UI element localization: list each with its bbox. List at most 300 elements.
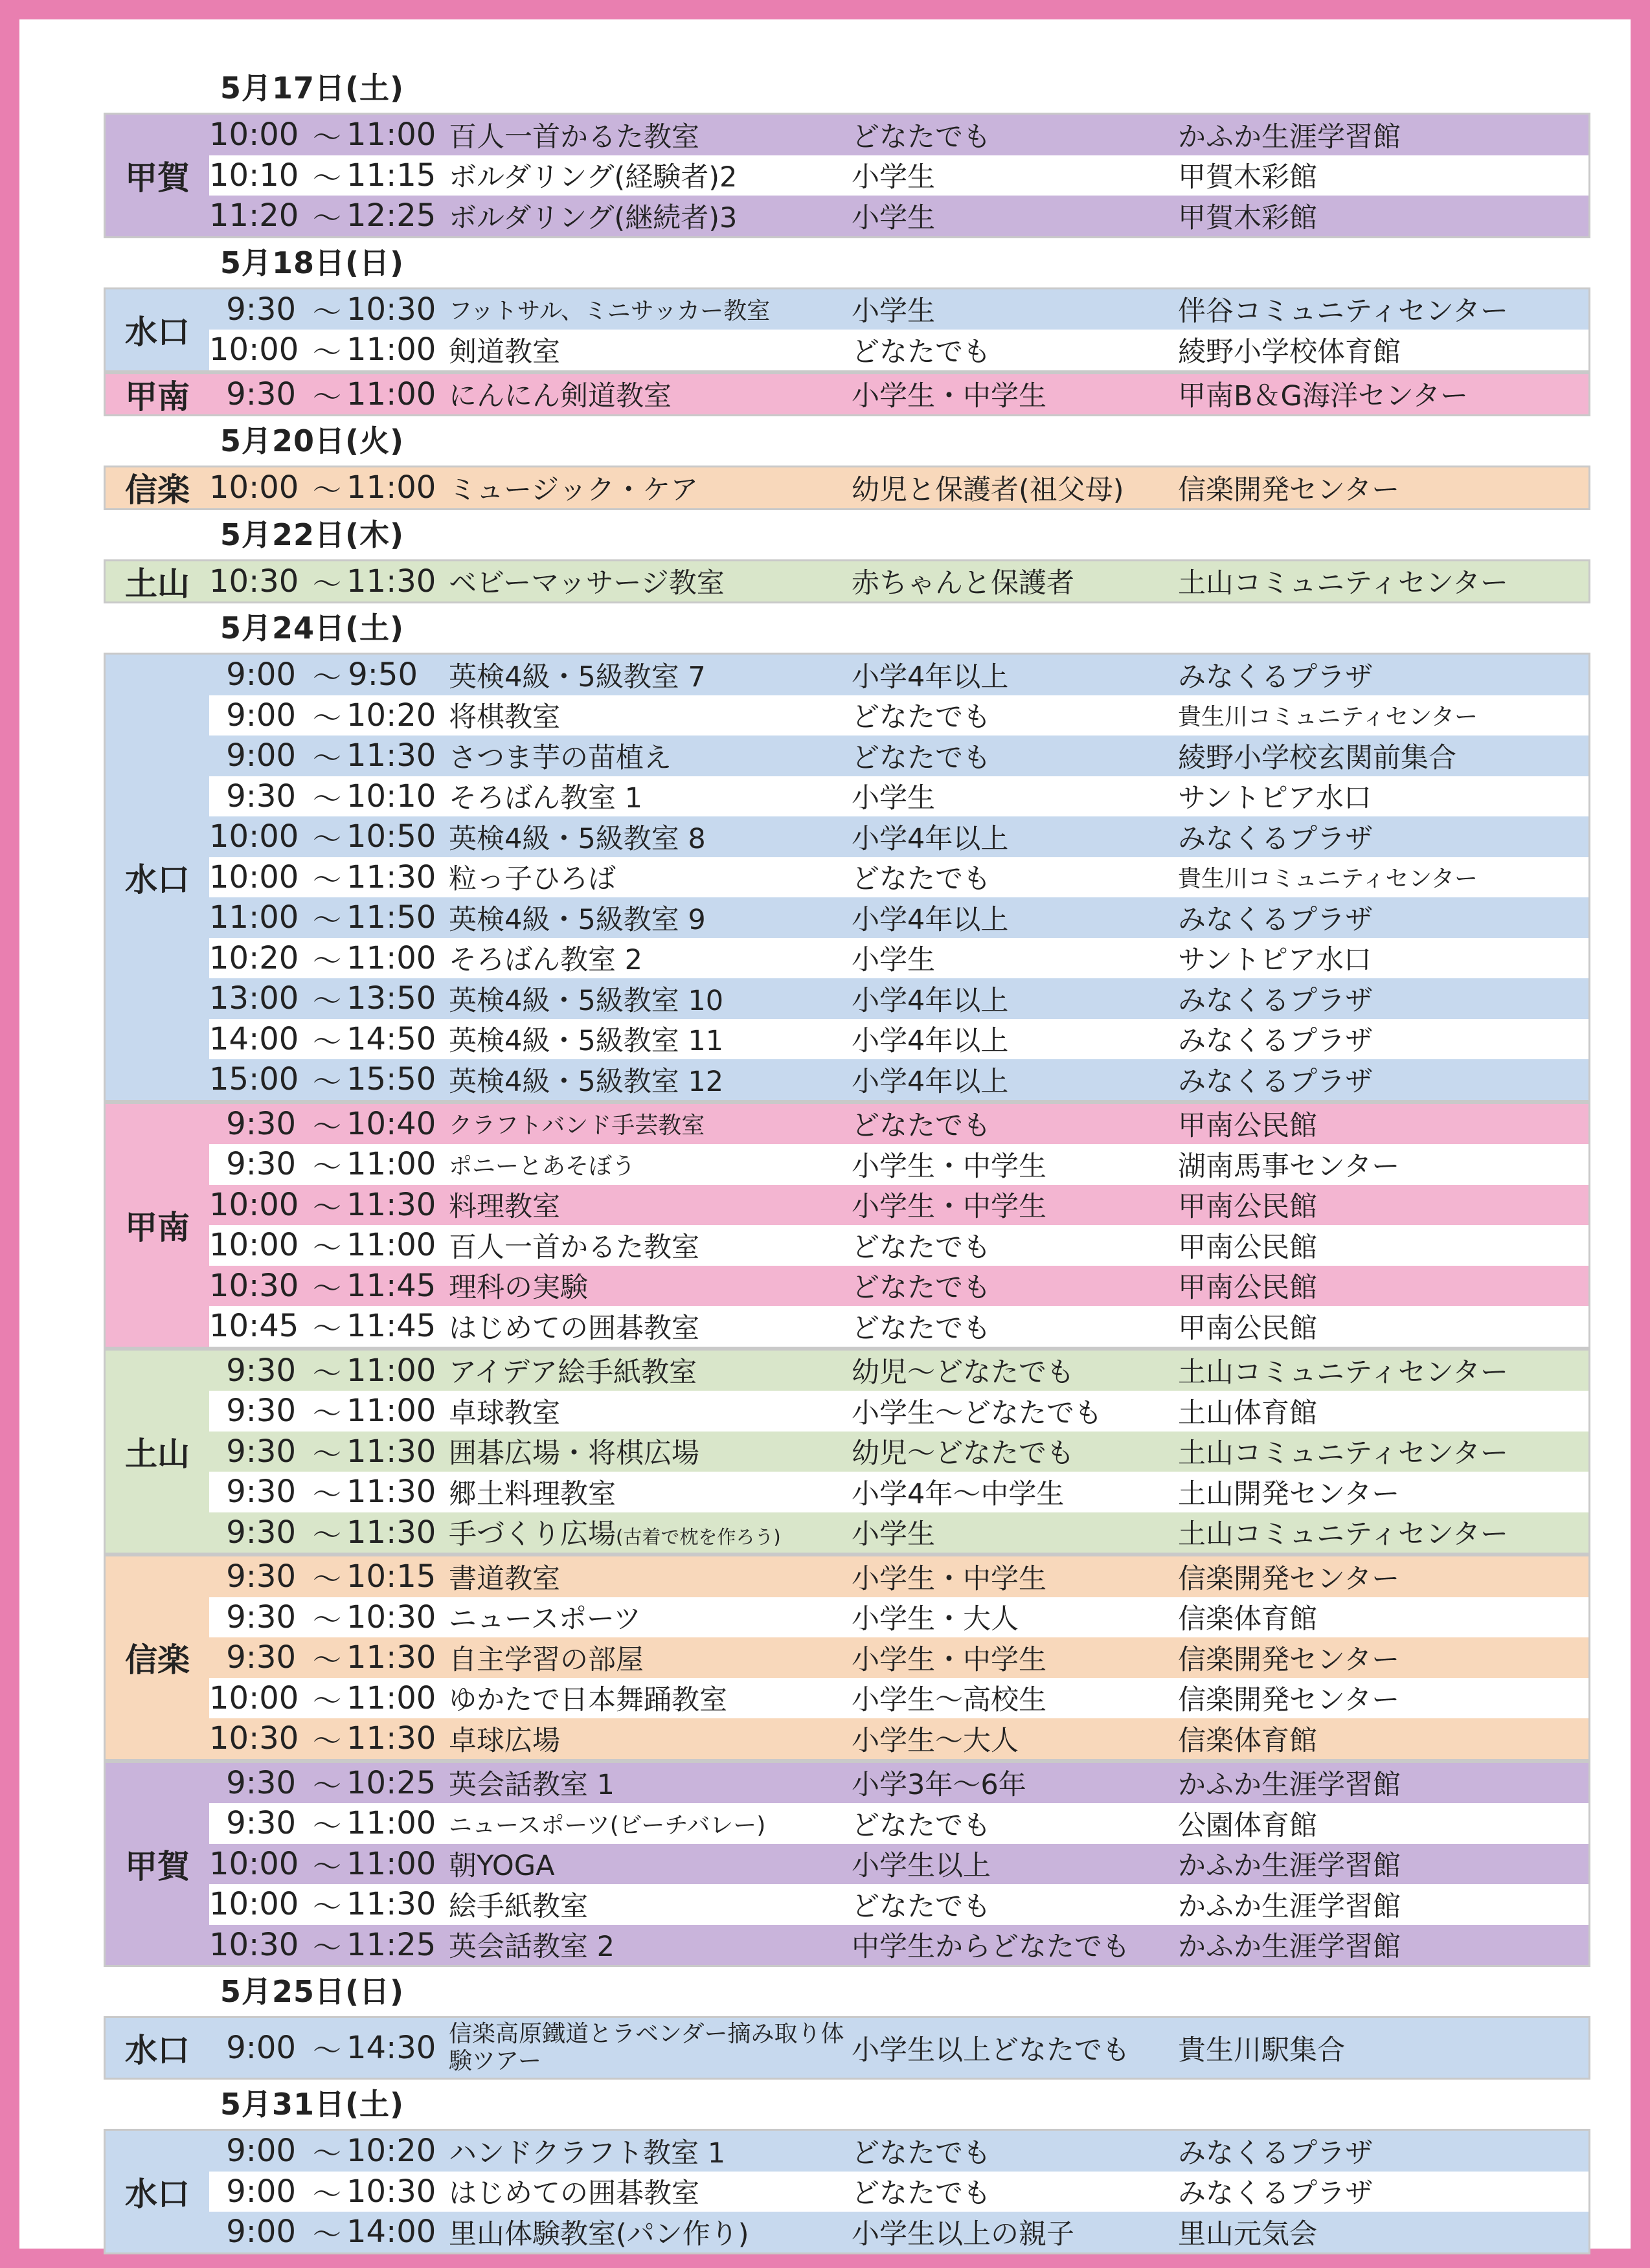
event-place: 甲南公民館 — [1178, 1231, 1317, 1264]
event-title — [437, 1557, 852, 1597]
event-title — [437, 1807, 852, 1840]
start-time: 10:00 — [209, 117, 299, 153]
date-heading: 5月18日(日) — [220, 245, 405, 280]
event-place: 甲南公民館 — [1178, 1110, 1317, 1143]
event-title — [437, 330, 852, 370]
start-time: 10:00 — [209, 331, 299, 368]
event-row — [209, 1432, 1588, 1472]
event-title — [437, 1266, 852, 1305]
time-separator: ～ — [313, 121, 341, 155]
event-title — [437, 293, 852, 326]
event-row — [209, 735, 1588, 776]
date-heading: 5月22日(木) — [220, 517, 405, 552]
event-target: 小学生 — [852, 161, 935, 194]
region-group — [104, 113, 1590, 238]
event-row — [209, 816, 1588, 857]
event-row — [209, 374, 1588, 415]
time-separator: ～ — [313, 904, 341, 938]
event-target: どなたでも — [852, 335, 991, 368]
event-row — [209, 1019, 1588, 1060]
event-place: みなくるプラザ — [1178, 1065, 1373, 1098]
event-title-text: 囲碁広場・将棋広場 — [449, 1437, 699, 1470]
event-row — [209, 1144, 1588, 1185]
event-target: 小学生・大人 — [852, 1603, 1019, 1636]
event-target: どなたでも — [852, 741, 991, 774]
end-time: 11:00 — [346, 1146, 436, 1183]
event-title — [437, 2021, 852, 2075]
region-label: 甲南 — [106, 1104, 209, 1347]
start-time: 10:00 — [209, 469, 299, 506]
event-target: 小学生以上 — [852, 1850, 991, 1883]
start-time: 9:30 — [226, 291, 296, 328]
event-row — [209, 1763, 1588, 1804]
region-label: 土山 — [106, 561, 209, 602]
event-row — [209, 1266, 1588, 1307]
end-time: 11:30 — [346, 1720, 436, 1757]
event-target: どなたでも — [852, 1890, 991, 1923]
event-row — [209, 655, 1588, 695]
date-heading: 5月31日(土) — [220, 2087, 405, 2122]
event-target: どなたでも — [852, 2177, 991, 2210]
event-row — [209, 1225, 1588, 1266]
event-row — [209, 695, 1588, 736]
event-row — [209, 289, 1588, 330]
event-row — [209, 1391, 1588, 1432]
event-title-text: 将棋教室 — [449, 701, 560, 734]
event-place: みなくるプラザ — [1178, 903, 1373, 936]
end-time: 12:25 — [346, 197, 436, 234]
event-place: 公園体育館 — [1178, 1809, 1317, 1842]
event-place: 綾野小学校玄関前集合 — [1178, 741, 1456, 774]
event-row — [209, 1844, 1588, 1885]
time-separator: ～ — [313, 1931, 341, 1964]
event-place: 土山コミュニティセンター — [1178, 1437, 1508, 1470]
event-row — [209, 2212, 1588, 2252]
time-separator: ～ — [313, 1437, 341, 1471]
event-place: 貴生川コミュニティセンター — [1178, 704, 1478, 731]
schedule — [104, 63, 1590, 2254]
event-row — [209, 1104, 1588, 1145]
event-row — [209, 857, 1588, 898]
event-place: かふか生涯学習館 — [1178, 1890, 1401, 1923]
end-time: 11:00 — [346, 331, 436, 368]
region-group — [104, 2016, 1590, 2080]
event-row — [209, 1472, 1588, 1512]
event-target: どなたでも — [852, 701, 991, 734]
event-target: 小学生以上の親子 — [852, 2217, 1074, 2251]
event-title-text: ミュージック・ケア — [449, 473, 699, 506]
start-time: 9:00 — [226, 2133, 296, 2170]
time-separator: ～ — [313, 1478, 341, 1512]
time-separator: ～ — [313, 1397, 341, 1431]
start-time: 10:00 — [209, 859, 299, 895]
event-title — [437, 468, 852, 508]
event-title — [437, 776, 852, 816]
time-separator: ～ — [313, 1891, 341, 1924]
end-time: 11:00 — [346, 469, 436, 506]
event-place: かふか生涯学習館 — [1178, 1931, 1401, 1964]
start-time: 10:30 — [209, 1267, 299, 1304]
end-time: 10:30 — [346, 1599, 436, 1635]
start-time: 9:30 — [226, 1599, 296, 1635]
event-title — [437, 1638, 852, 1678]
region-label: 甲南 — [106, 374, 209, 415]
date-heading: 5月24日(土) — [220, 611, 405, 646]
event-title — [437, 1019, 852, 1059]
end-time: 11:45 — [346, 1267, 436, 1304]
event-title — [437, 1472, 852, 1512]
event-target: 小学生・中学生 — [852, 1643, 1046, 1676]
start-time: 9:30 — [226, 1433, 296, 1470]
end-time: 11:15 — [346, 157, 436, 194]
event-place: みなくるプラザ — [1178, 822, 1373, 855]
end-time: 11:30 — [346, 563, 436, 600]
end-time: 11:30 — [346, 859, 436, 895]
time-separator: ～ — [313, 823, 341, 857]
start-time: 13:00 — [209, 980, 299, 1017]
event-title — [437, 1719, 852, 1758]
event-place: みなくるプラザ — [1178, 2137, 1373, 2170]
end-time: 10:10 — [346, 778, 436, 814]
event-target: 幼児～どなたでも — [852, 1437, 1074, 1470]
event-place: 信楽体育館 — [1178, 1724, 1317, 1757]
event-place: 信楽開発センター — [1178, 1562, 1400, 1595]
time-separator: ～ — [313, 1191, 341, 1224]
start-time: 10:30 — [209, 1720, 299, 1757]
event-row — [209, 155, 1588, 196]
event-title-text: 郷土料理教室 — [449, 1477, 616, 1510]
start-time: 9:00 — [226, 2214, 296, 2251]
event-title — [437, 1060, 852, 1099]
time-separator: ～ — [313, 944, 341, 978]
event-title — [437, 155, 852, 195]
event-row — [209, 1637, 1588, 1678]
end-time: 10:20 — [346, 697, 436, 734]
event-title-text: 朝YOGA — [449, 1850, 555, 1883]
region-label: 甲賀 — [106, 115, 209, 236]
end-time: 11:50 — [346, 899, 436, 936]
event-target: 小学生 — [852, 201, 935, 234]
event-row — [209, 938, 1588, 979]
event-title-text: 信楽高原鐵道とラベンダー摘み取り体験ツアー — [449, 2021, 844, 2074]
end-time: 15:50 — [346, 1061, 436, 1098]
event-title — [437, 1844, 852, 1883]
end-time: 9:50 — [348, 657, 418, 693]
time-separator: ～ — [313, 202, 341, 236]
time-separator: ～ — [313, 336, 341, 370]
start-time: 9:00 — [226, 2173, 296, 2210]
event-row — [209, 1884, 1588, 1925]
end-time: 11:30 — [346, 1514, 436, 1551]
event-row — [209, 1556, 1588, 1597]
event-target: どなたでも — [852, 2137, 991, 2170]
event-target: 小学生・中学生 — [852, 380, 1046, 413]
start-time: 10:00 — [209, 1679, 299, 1716]
event-target: 小学4年以上 — [852, 984, 1009, 1017]
event-place: 信楽体育館 — [1178, 1603, 1317, 1636]
time-separator: ～ — [313, 2137, 341, 2171]
end-time: 11:30 — [346, 1474, 436, 1510]
event-place: 綾野小学校体育館 — [1178, 335, 1401, 368]
event-title-text: 絵手紙教室 — [449, 1890, 588, 1923]
time-separator: ～ — [313, 1810, 341, 1843]
event-target: 中学生からどなたでも — [852, 1931, 1130, 1964]
start-time: 10:20 — [209, 939, 299, 976]
event-row — [209, 978, 1588, 1019]
event-target: 幼児～どなたでも — [852, 1356, 1074, 1389]
event-title — [437, 817, 852, 857]
event-title-text: ボルダリング(継続者)3 — [449, 201, 738, 234]
event-row — [209, 1059, 1588, 1100]
event-title-text: 百人一首かるた教室 — [449, 1231, 699, 1264]
end-time: 10:30 — [346, 2173, 436, 2210]
event-title-text: ベビーマッサージ教室 — [449, 567, 725, 600]
event-title-text: ゆかたで日本舞踊教室 — [449, 1684, 727, 1717]
event-place: 信楽開発センター — [1178, 1643, 1400, 1676]
event-row — [209, 1925, 1588, 1966]
event-target: 赤ちゃんと保護者 — [852, 567, 1074, 600]
event-title-note: (古着で枕を作ろう) — [616, 1526, 781, 1549]
time-separator: ～ — [313, 1312, 341, 1346]
time-separator: ～ — [313, 2034, 341, 2067]
start-time: 9:30 — [226, 1105, 296, 1142]
end-time: 11:30 — [346, 737, 436, 774]
event-title — [437, 898, 852, 938]
event-target: 小学4年以上 — [852, 903, 1009, 936]
event-title-text: 英検4級・5級教室 11 — [449, 1025, 724, 1058]
region-label: 信楽 — [106, 467, 209, 508]
event-title — [437, 1351, 852, 1390]
event-place: 土山コミュニティセンター — [1178, 1518, 1508, 1551]
region-label: 水口 — [106, 289, 209, 370]
start-time: 9:30 — [226, 1805, 296, 1842]
time-separator: ～ — [313, 1563, 341, 1597]
end-time: 11:00 — [346, 1805, 436, 1842]
end-time: 11:00 — [346, 1679, 436, 1716]
event-row — [209, 467, 1588, 508]
event-place: みなくるプラザ — [1178, 1025, 1373, 1058]
start-time: 10:30 — [209, 1926, 299, 1963]
region-label: 甲賀 — [106, 1763, 209, 1966]
time-separator: ～ — [313, 567, 341, 601]
start-time: 9:00 — [226, 657, 296, 693]
start-time: 10:10 — [209, 157, 299, 194]
start-time: 10:45 — [209, 1308, 299, 1345]
event-row — [209, 1306, 1588, 1347]
event-title — [437, 2212, 852, 2252]
region-group — [104, 1102, 1590, 1349]
time-separator: ～ — [313, 1110, 341, 1143]
end-time: 11:25 — [346, 1926, 436, 1963]
event-title — [437, 655, 852, 695]
event-target: どなたでも — [852, 1272, 991, 1305]
event-place: 貴生川駅集合 — [1178, 2034, 1345, 2067]
event-row — [209, 1185, 1588, 1226]
event-title-text: 英検4級・5級教室 8 — [449, 822, 706, 855]
region-group — [104, 466, 1590, 510]
time-separator: ～ — [313, 742, 341, 776]
event-target: 幼児と保護者(祖父母) — [852, 473, 1124, 506]
end-time: 14:30 — [346, 2030, 436, 2066]
event-target: 小学4年以上 — [852, 660, 1009, 693]
event-place: 甲南B＆G海洋センター — [1178, 380, 1469, 413]
start-time: 9:30 — [226, 1639, 296, 1676]
event-title-text: 理科の実験 — [449, 1272, 588, 1305]
region-group — [104, 287, 1590, 372]
event-target: 小学生・中学生 — [852, 1150, 1046, 1183]
event-row — [209, 2172, 1588, 2212]
event-target: 小学生 — [852, 1518, 935, 1551]
event-target: どなたでも — [852, 1231, 991, 1264]
event-place: みなくるプラザ — [1178, 984, 1373, 1017]
region-label: 水口 — [106, 2018, 209, 2078]
event-title — [437, 2172, 852, 2211]
start-time: 10:00 — [209, 818, 299, 855]
event-title — [437, 2131, 852, 2171]
time-separator: ～ — [313, 1151, 341, 1184]
event-title-text: ニュースポーツ — [449, 1603, 642, 1636]
event-title — [437, 938, 852, 978]
event-title — [437, 115, 852, 155]
event-place: みなくるプラザ — [1178, 2177, 1373, 2210]
region-label: 土山 — [106, 1351, 209, 1553]
event-row — [209, 1351, 1588, 1391]
time-separator: ～ — [313, 2218, 341, 2252]
event-target: 小学4年～中学生 — [852, 1477, 1065, 1510]
event-place: 伴谷コミュニティセンター — [1178, 295, 1508, 328]
event-title — [437, 1678, 852, 1718]
event-place: 甲南公民館 — [1178, 1272, 1317, 1305]
event-title — [437, 1148, 852, 1181]
time-separator: ～ — [313, 474, 341, 508]
time-separator: ～ — [313, 1066, 341, 1099]
start-time: 10:00 — [209, 1886, 299, 1923]
end-time: 10:30 — [346, 291, 436, 328]
event-title — [437, 374, 852, 414]
event-title-text: 自主学習の部屋 — [449, 1643, 644, 1676]
event-title — [437, 1432, 852, 1471]
event-title-text: 卓球広場 — [449, 1724, 560, 1757]
event-title-text: はじめての囲碁教室 — [449, 1312, 699, 1345]
end-time: 11:00 — [346, 117, 436, 153]
event-title — [437, 736, 852, 776]
time-separator: ～ — [313, 1725, 341, 1758]
region-group — [104, 2129, 1590, 2254]
event-title — [437, 1763, 852, 1802]
time-separator: ～ — [313, 1603, 341, 1637]
end-time: 11:30 — [346, 1186, 436, 1223]
region-label: 信楽 — [106, 1556, 209, 1759]
event-place: 甲賀木彩館 — [1178, 201, 1317, 234]
event-title-text: 料理教室 — [449, 1191, 560, 1224]
start-time: 9:30 — [226, 376, 296, 412]
event-title-text: はじめての囲碁教室 — [449, 2177, 699, 2210]
end-time: 10:40 — [346, 1105, 436, 1142]
time-separator: ～ — [313, 1356, 341, 1390]
end-time: 14:00 — [346, 2214, 436, 2251]
event-place: 貴生川コミュニティセンター — [1178, 866, 1478, 893]
end-time: 13:50 — [346, 980, 436, 1017]
end-time: 10:50 — [346, 818, 436, 855]
event-title — [437, 1885, 852, 1924]
end-time: 11:45 — [346, 1308, 436, 1345]
event-row — [209, 1803, 1588, 1844]
event-place: 土山コミュニティセンター — [1178, 1356, 1508, 1389]
event-title — [437, 1185, 852, 1224]
event-title-text: 英会話教室 1 — [449, 1769, 615, 1802]
event-title — [437, 1597, 852, 1637]
region-group — [104, 559, 1590, 604]
region-group — [104, 1349, 1590, 1555]
start-time: 9:30 — [226, 778, 296, 814]
start-time: 10:30 — [209, 563, 299, 600]
end-time: 11:30 — [346, 1639, 436, 1676]
event-row — [209, 1597, 1588, 1638]
event-place: サントピア水口 — [1178, 782, 1372, 815]
end-time: 11:00 — [346, 1352, 436, 1389]
event-row — [209, 1678, 1588, 1719]
start-time: 9:30 — [226, 1352, 296, 1389]
event-place: 甲南公民館 — [1178, 1191, 1317, 1224]
end-time: 11:00 — [346, 376, 436, 412]
event-title — [437, 561, 852, 601]
event-place: かふか生涯学習館 — [1178, 1769, 1401, 1802]
time-separator: ～ — [313, 1769, 341, 1802]
event-row — [209, 897, 1588, 938]
event-title-text: ポニーとあそぼう — [449, 1152, 636, 1180]
event-title-text: 百人一首かるた教室 — [449, 120, 699, 153]
event-title-text: クラフトバンド手芸教室 — [449, 1112, 705, 1140]
event-title-text: ボルダリング(経験者)2 — [449, 161, 738, 194]
event-title — [437, 857, 852, 897]
event-target: 小学生～大人 — [852, 1724, 1019, 1757]
event-target: 小学4年以上 — [852, 1065, 1009, 1098]
event-title-text: そろばん教室 1 — [449, 782, 643, 815]
time-separator: ～ — [313, 161, 341, 195]
event-title-text: 英検4級・5級教室 10 — [449, 984, 724, 1017]
time-separator: ～ — [313, 1518, 341, 1552]
start-time: 10:00 — [209, 1227, 299, 1264]
event-target: 小学生以上どなたでも — [852, 2034, 1130, 2067]
event-target: 小学生 — [852, 782, 935, 815]
event-title-text: 書道教室 — [449, 1562, 560, 1595]
end-time: 11:00 — [346, 1845, 436, 1882]
time-separator: ～ — [313, 1272, 341, 1305]
start-time: 10:00 — [209, 1186, 299, 1223]
event-place: みなくるプラザ — [1178, 660, 1373, 693]
event-target: 小学4年以上 — [852, 822, 1009, 855]
event-place: かふか生涯学習館 — [1178, 120, 1401, 153]
event-place: 土山体育館 — [1178, 1397, 1317, 1430]
start-time: 11:20 — [209, 197, 299, 234]
event-title-text: 英会話教室 2 — [449, 1931, 615, 1964]
event-title-text: 里山体験教室(パン作り) — [449, 2217, 749, 2251]
event-target: 小学生～どなたでも — [852, 1397, 1102, 1430]
start-time: 11:00 — [209, 899, 299, 936]
event-title-text: 手づくり広場 — [449, 1518, 616, 1551]
event-place: 湖南馬事センター — [1178, 1150, 1400, 1183]
event-title — [437, 979, 852, 1018]
time-separator: ～ — [313, 863, 341, 897]
event-target: 小学4年以上 — [852, 1025, 1009, 1058]
end-time: 11:00 — [346, 939, 436, 976]
event-target: どなたでも — [852, 1312, 991, 1345]
start-time: 10:00 — [209, 1845, 299, 1882]
start-time: 9:30 — [226, 1474, 296, 1510]
end-time: 14:50 — [346, 1020, 436, 1057]
event-target: どなたでも — [852, 1809, 991, 1842]
event-row — [209, 2018, 1588, 2078]
